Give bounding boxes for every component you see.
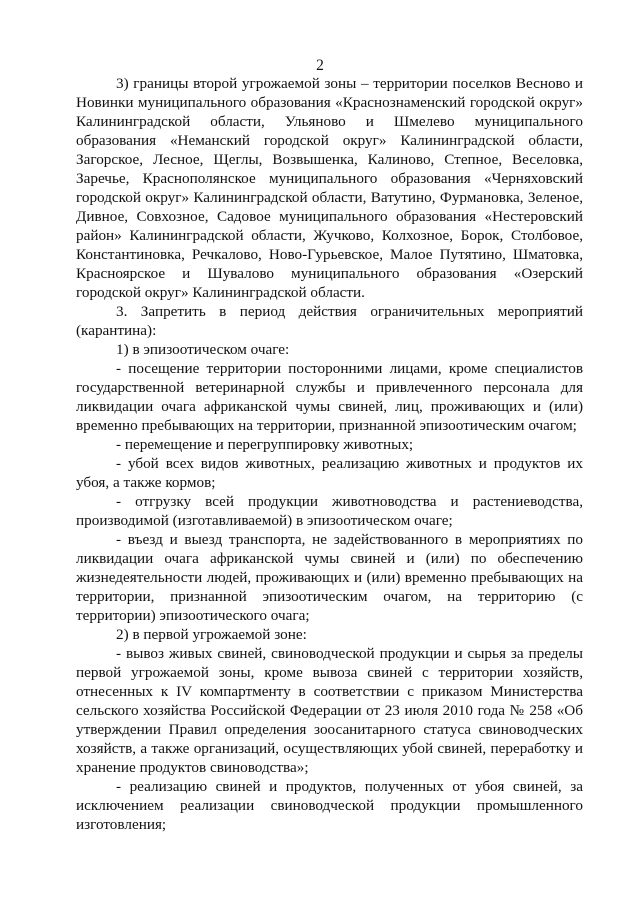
paragraph-second-threat-zone: 3) границы второй угрожаемой зоны – территории поселков Весново и Новинки муниципального образования «Краснознаменский городской округ» Калининградской области, Ульяново и Шмелево муниципального образования «Неманский городской округ» Калининградской области, Загорское, Лесное, Щеглы, Возвышенка, Калиново, Степное, Веселовка, Заречье, Краснополянское муниципального образования «Черняховский городской округ» Калининградской области, Ватутино, Фурмановка, Зеленое, Дивное, Совхозное, Садовое муниципального образования «Нестеровский район» Калининградской области, Жучково, Колхозное, Борок, Столбовое, Константиновка, Речкалово, Ново-Гурьевское, Малое Путятино, Шматовка, Красноярское и Шувалово муниципального образования «Озерский городской округ» Калининградской области. [76, 75, 583, 301]
paragraph-shipment: - отгрузку всей продукции животноводства и растениеводства, производимой (изготавливаемой) в эпизоотическом очаге; [76, 493, 583, 529]
paragraph-slaughter: - убой всех видов животных, реализацию животных и продуктов их убоя, а также кормов; [76, 455, 583, 491]
document-body [76, 74, 583, 834]
paragraph-sale-of-pigs: - реализацию свиней и продуктов, полученных от убоя свиней, за исключением реализации свиноводческой продукции промышленного изготовления; [76, 778, 583, 833]
paragraph-export-pigs: - вывоз живых свиней, свиноводческой продукции и сырья за пределы первой угрожаемой зоны, кроме вывоза свиней с территории хозяйств, отнесенных к IV компартменту в соответствии с приказом Министерства сельского хозяйства Российской Федерации от 23 июля 2010 года № 258 «Об утверждении Правил определения зоосанитарного статуса свиноводческих хозяйств, а также организаций, осуществляющих убой свиней, переработку и хранение продуктов свиноводства»; [76, 645, 583, 776]
paragraph-transport: - въезд и выезд транспорта, не задействованного в мероприятиях по ликвидации очага африканской чумы свиней и (или) по обеспечению жизнедеятельности людей, проживающих и (или) временно пребывающих на территории, признанной эпизоотическим очагом, на территорию (с территории) эпизоотического очага; [76, 531, 583, 624]
paragraph-epizootic-focus-heading: 1) в эпизоотическом очаге: [116, 341, 290, 358]
paragraph-visiting-territory: - посещение территории посторонними лицами, кроме специалистов государственной ветеринарной службы и привлеченного персонала для ликвидации очага африканской чумы свиней, лиц, проживающих и (или) временно пребывающих на территории, признанной эпизоотическим очагом; [76, 360, 583, 434]
paragraph-first-threat-zone-heading: 2) в первой угрожаемой зоне: [116, 626, 307, 643]
page-number: 2 [316, 57, 324, 74]
paragraph-animal-movement: - перемещение и перегруппировку животных; [116, 436, 414, 453]
paragraph-quarantine-prohibitions: 3. Запретить в период действия ограничительных мероприятий (карантина): [76, 303, 583, 339]
